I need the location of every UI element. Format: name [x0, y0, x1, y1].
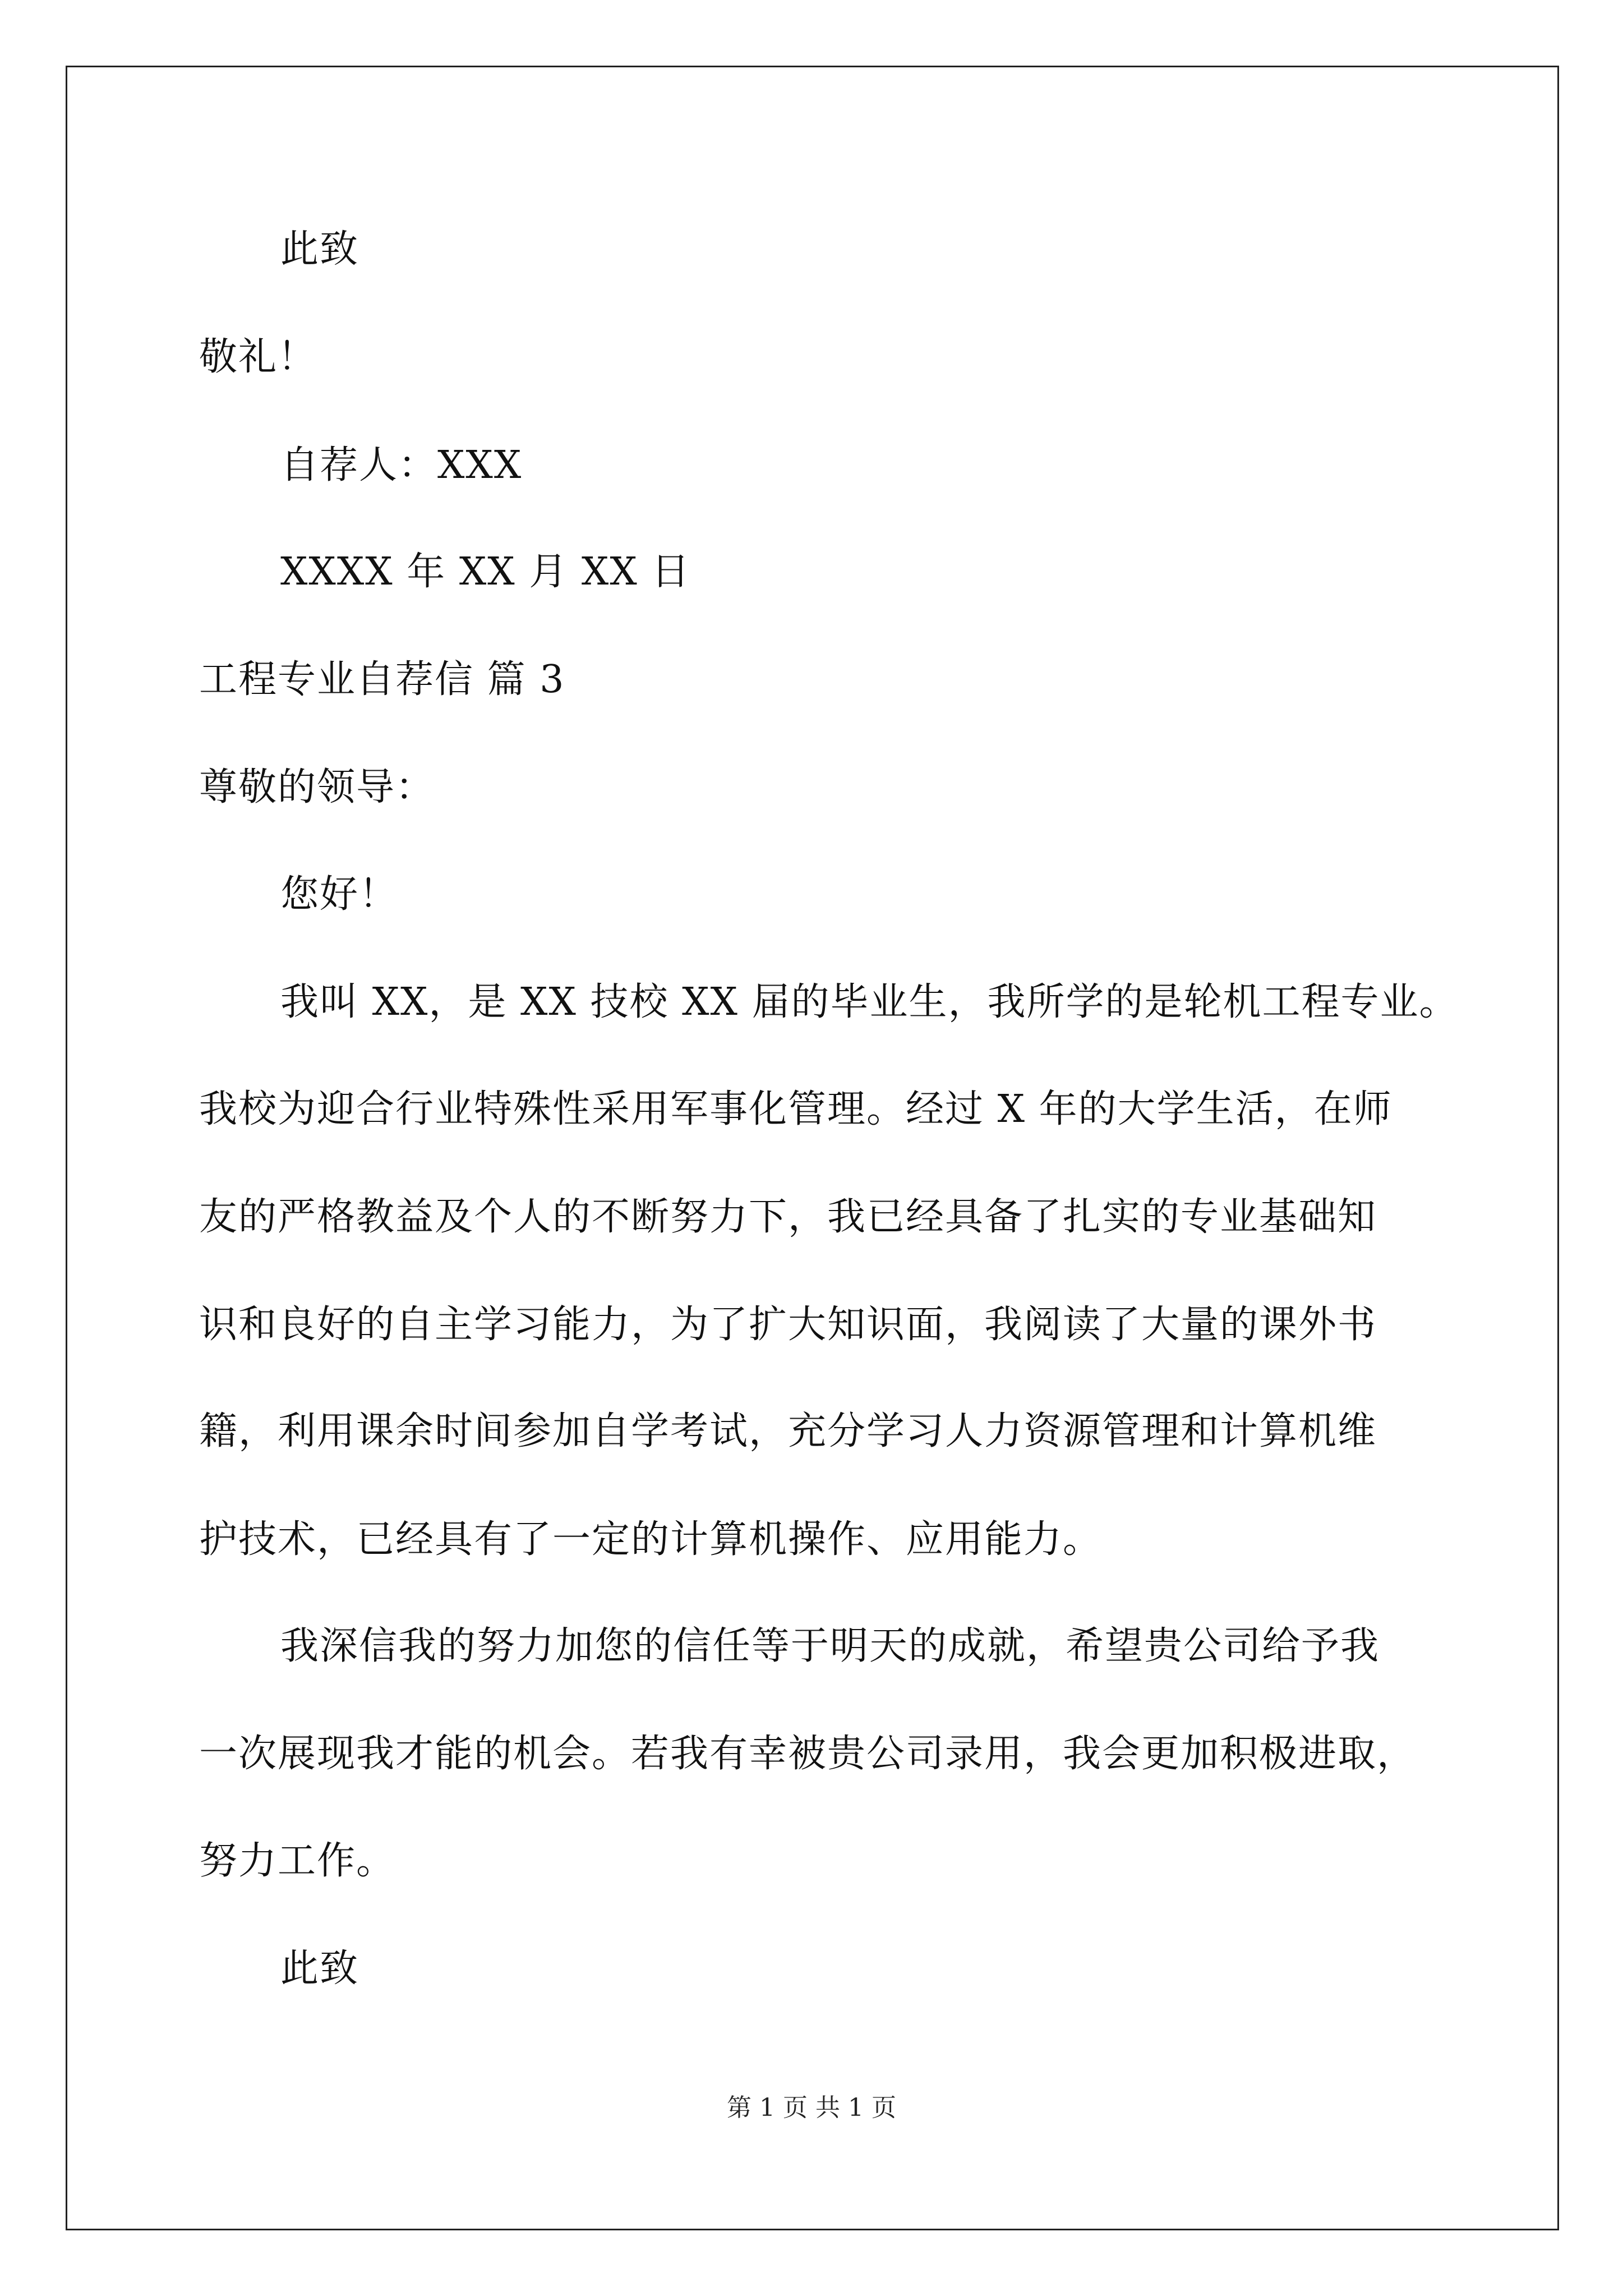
page-footer: 第 1 页 共 1 页: [727, 2093, 896, 2122]
letter-hello: 您好！: [280, 872, 399, 917]
paragraph-2-line-2: 一次展现我才能的机会。若我有幸被贵公司录用，我会更加积极进取，: [199, 1732, 1417, 1776]
paragraph-1-line-1: 我叫 XX，是 XX 技校 XX 届的毕业生，我所学的是轮机工程专业。: [280, 980, 1459, 1024]
paragraph-1-line-5: 籍，利用课余时间参加自学考试，充分学习人力资源管理和计算机维: [199, 1409, 1377, 1453]
signature-name: 自荐人：XXX: [280, 443, 523, 487]
closing-regards: 敬礼！: [199, 335, 317, 379]
page-border: [66, 66, 1559, 2230]
letter-greeting: 尊敬的领导：: [199, 765, 435, 809]
paragraph-1-line-6: 护技术，已经具有了一定的计算机操作、应用能力。: [199, 1517, 1103, 1562]
paragraph-2-line-3: 努力工作。: [199, 1839, 396, 1883]
paragraph-2-line-1: 我深信我的努力加您的信任等于明天的成就，希望贵公司给予我: [280, 1624, 1380, 1668]
closing-salutation: 此致: [280, 227, 359, 272]
paragraph-1-line-4: 识和良好的自主学习能力，为了扩大知识面，我阅读了大量的课外书: [199, 1303, 1377, 1347]
paragraph-1-line-2: 我校为迎合行业特殊性采用军事化管理。经过 X 年的大学生活，在师: [199, 1087, 1393, 1131]
paragraph-1-line-3: 友的严格教益及个人的不断努力下，我已经具备了扎实的专业基础知: [199, 1195, 1377, 1239]
section-heading: 工程专业自荐信 篇 3: [199, 657, 565, 702]
signature-date: XXXX 年 XX 月 XX 日: [280, 550, 691, 594]
closing-salutation-2: 此致: [280, 1947, 359, 1991]
